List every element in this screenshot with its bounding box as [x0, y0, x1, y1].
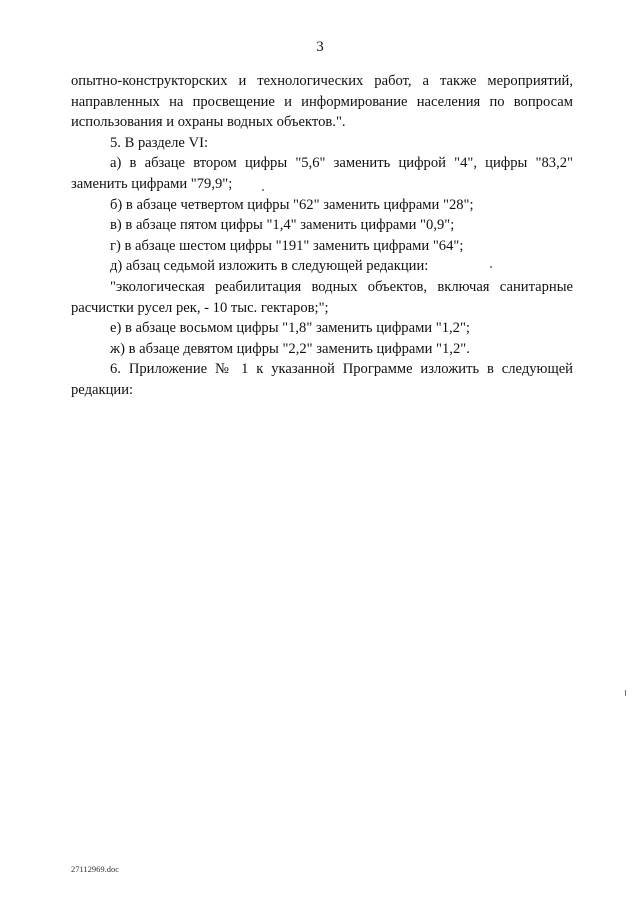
text-line: ж) в абзаце девятом цифры "2,2" заменить цифрами "1,2".	[110, 340, 470, 357]
document-filename: 27112969.doc	[71, 864, 120, 874]
paragraph-subitem-a	[71, 153, 573, 194]
text-line: 5. В разделе VI:	[110, 134, 209, 151]
text-line: заменить цифрами "79,9";	[71, 175, 233, 192]
scan-speck	[625, 690, 626, 696]
paragraph-subitem-g	[71, 236, 573, 257]
paragraph-item-6	[71, 359, 573, 400]
text-line: д) абзац седьмой изложить в следующей редакции:	[110, 258, 429, 275]
paragraph-subitem-b	[71, 195, 573, 216]
text-line: г) в абзаце шестом цифры "191" заменить цифрами "64";	[110, 237, 464, 254]
paragraph-subitem-zh	[71, 339, 573, 360]
text-line: редакции:	[71, 381, 134, 398]
paragraph-item-5	[71, 133, 573, 154]
scan-speck	[490, 266, 492, 268]
page-number: 3	[316, 39, 324, 55]
text-line: направленных на просвещение и информирование населения по вопросам	[71, 93, 573, 110]
text-line: в) в абзаце пятом цифры "1,4" заменить цифрами "0,9";	[110, 217, 455, 234]
text-line: расчистки русел рек, - 10 тыс. гектаров;";	[71, 299, 329, 316]
text-line: е) в абзаце восьмом цифры "1,8" заменить цифрами "1,2";	[110, 320, 470, 337]
paragraph-subitem-d	[71, 256, 573, 277]
text-line: а) в абзаце втором цифры "5,6" заменить цифрой "4", цифры "83,2"	[110, 155, 573, 172]
paragraph-continuation	[71, 71, 573, 133]
text-line: б) в абзаце четвертом цифры "62" заменить цифрами "28";	[110, 196, 474, 213]
text-line: опытно-конструкторских и технологических работ, а также мероприятий,	[71, 73, 573, 89]
paragraph-quote	[71, 277, 573, 318]
text-line: 6. Приложение № 1 к указанной Программе изложить в следующей	[110, 361, 573, 378]
paragraph-subitem-v	[71, 215, 573, 236]
document-body	[71, 71, 573, 401]
paragraph-subitem-e	[71, 318, 573, 339]
text-line: использования и охраны водных объектов.".	[71, 114, 346, 131]
text-line: "экологическая реабилитация водных объектов, включая санитарные	[110, 278, 573, 295]
scan-speck	[262, 189, 264, 191]
